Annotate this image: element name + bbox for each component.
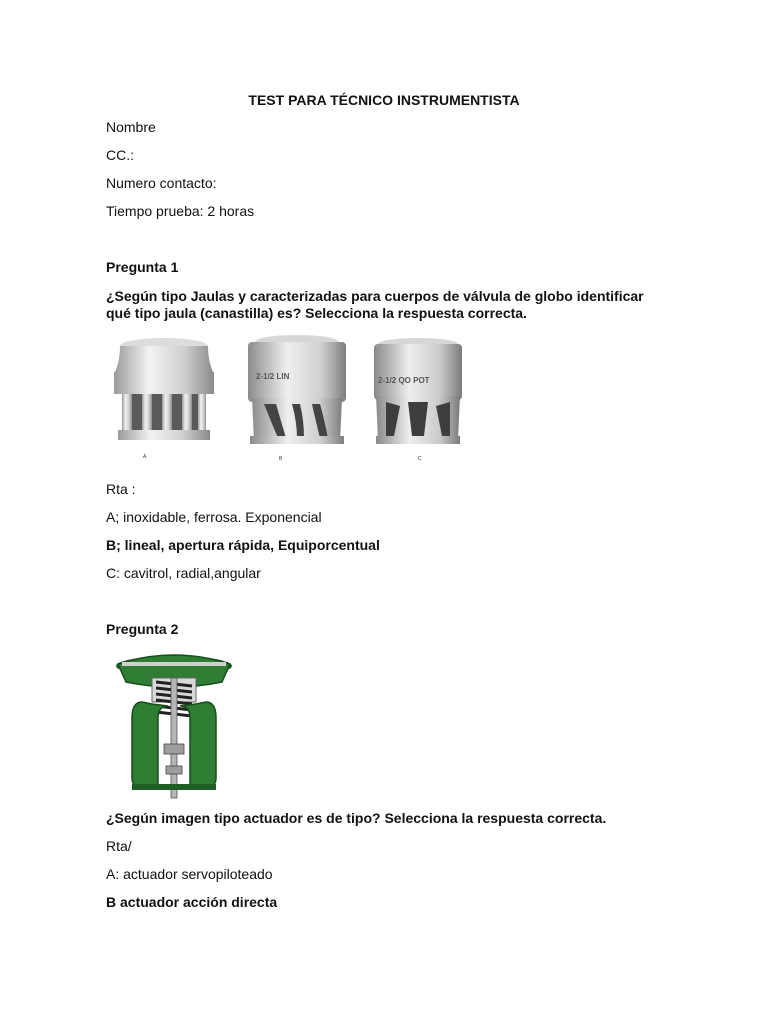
question-2-heading: Pregunta 2 [106,621,179,637]
document-title: TEST PARA TÉCNICO INSTRUMENTISTA [248,92,520,108]
field-tiempo: Tiempo prueba: 2 horas [106,203,255,219]
field-nombre: Nombre [106,119,156,135]
question-2-rta-label: Rta/ [106,838,132,854]
cage-image-c [368,336,468,464]
cage-image-a [106,332,221,460]
question-1-heading: Pregunta 1 [106,259,179,275]
question-2-option-b: B actuador acción directa [106,894,278,910]
actuator-image [112,648,242,800]
cage-label-b: B [279,456,283,462]
question-2-option-a: A: actuador servopiloteado [106,866,273,882]
question-2-text: ¿Según imagen tipo actuador es de tipo? Selecciona la respuesta correcta. [106,810,607,826]
field-cc: CC.: [106,147,134,163]
question-1-option-a: A; inoxidable, ferrosa. Exponencial [106,509,322,525]
field-contacto: Numero contacto: [106,175,217,191]
question-1-rta-label: Rta : [106,481,136,497]
question-1-option-b: B; lineal, apertura rápida, Equiporcentual [106,537,380,553]
cage-label-a: A [143,454,147,460]
cage-label-c: C [418,456,422,462]
cage-image-b [242,332,352,462]
cage-engraving-b: 2-1/2 LIN [256,372,290,381]
cage-engraving-c: 2-1/2 QO POT [378,376,430,385]
question-1-option-c: C: cavitrol, radial,angular [106,565,261,581]
question-1-text: ¿Según tipo Jaulas y caracterizadas para cuerpos de válvula de globo identificar qué tipo jaula (canastilla) es? Selecciona la respuesta correcta. [106,288,644,321]
